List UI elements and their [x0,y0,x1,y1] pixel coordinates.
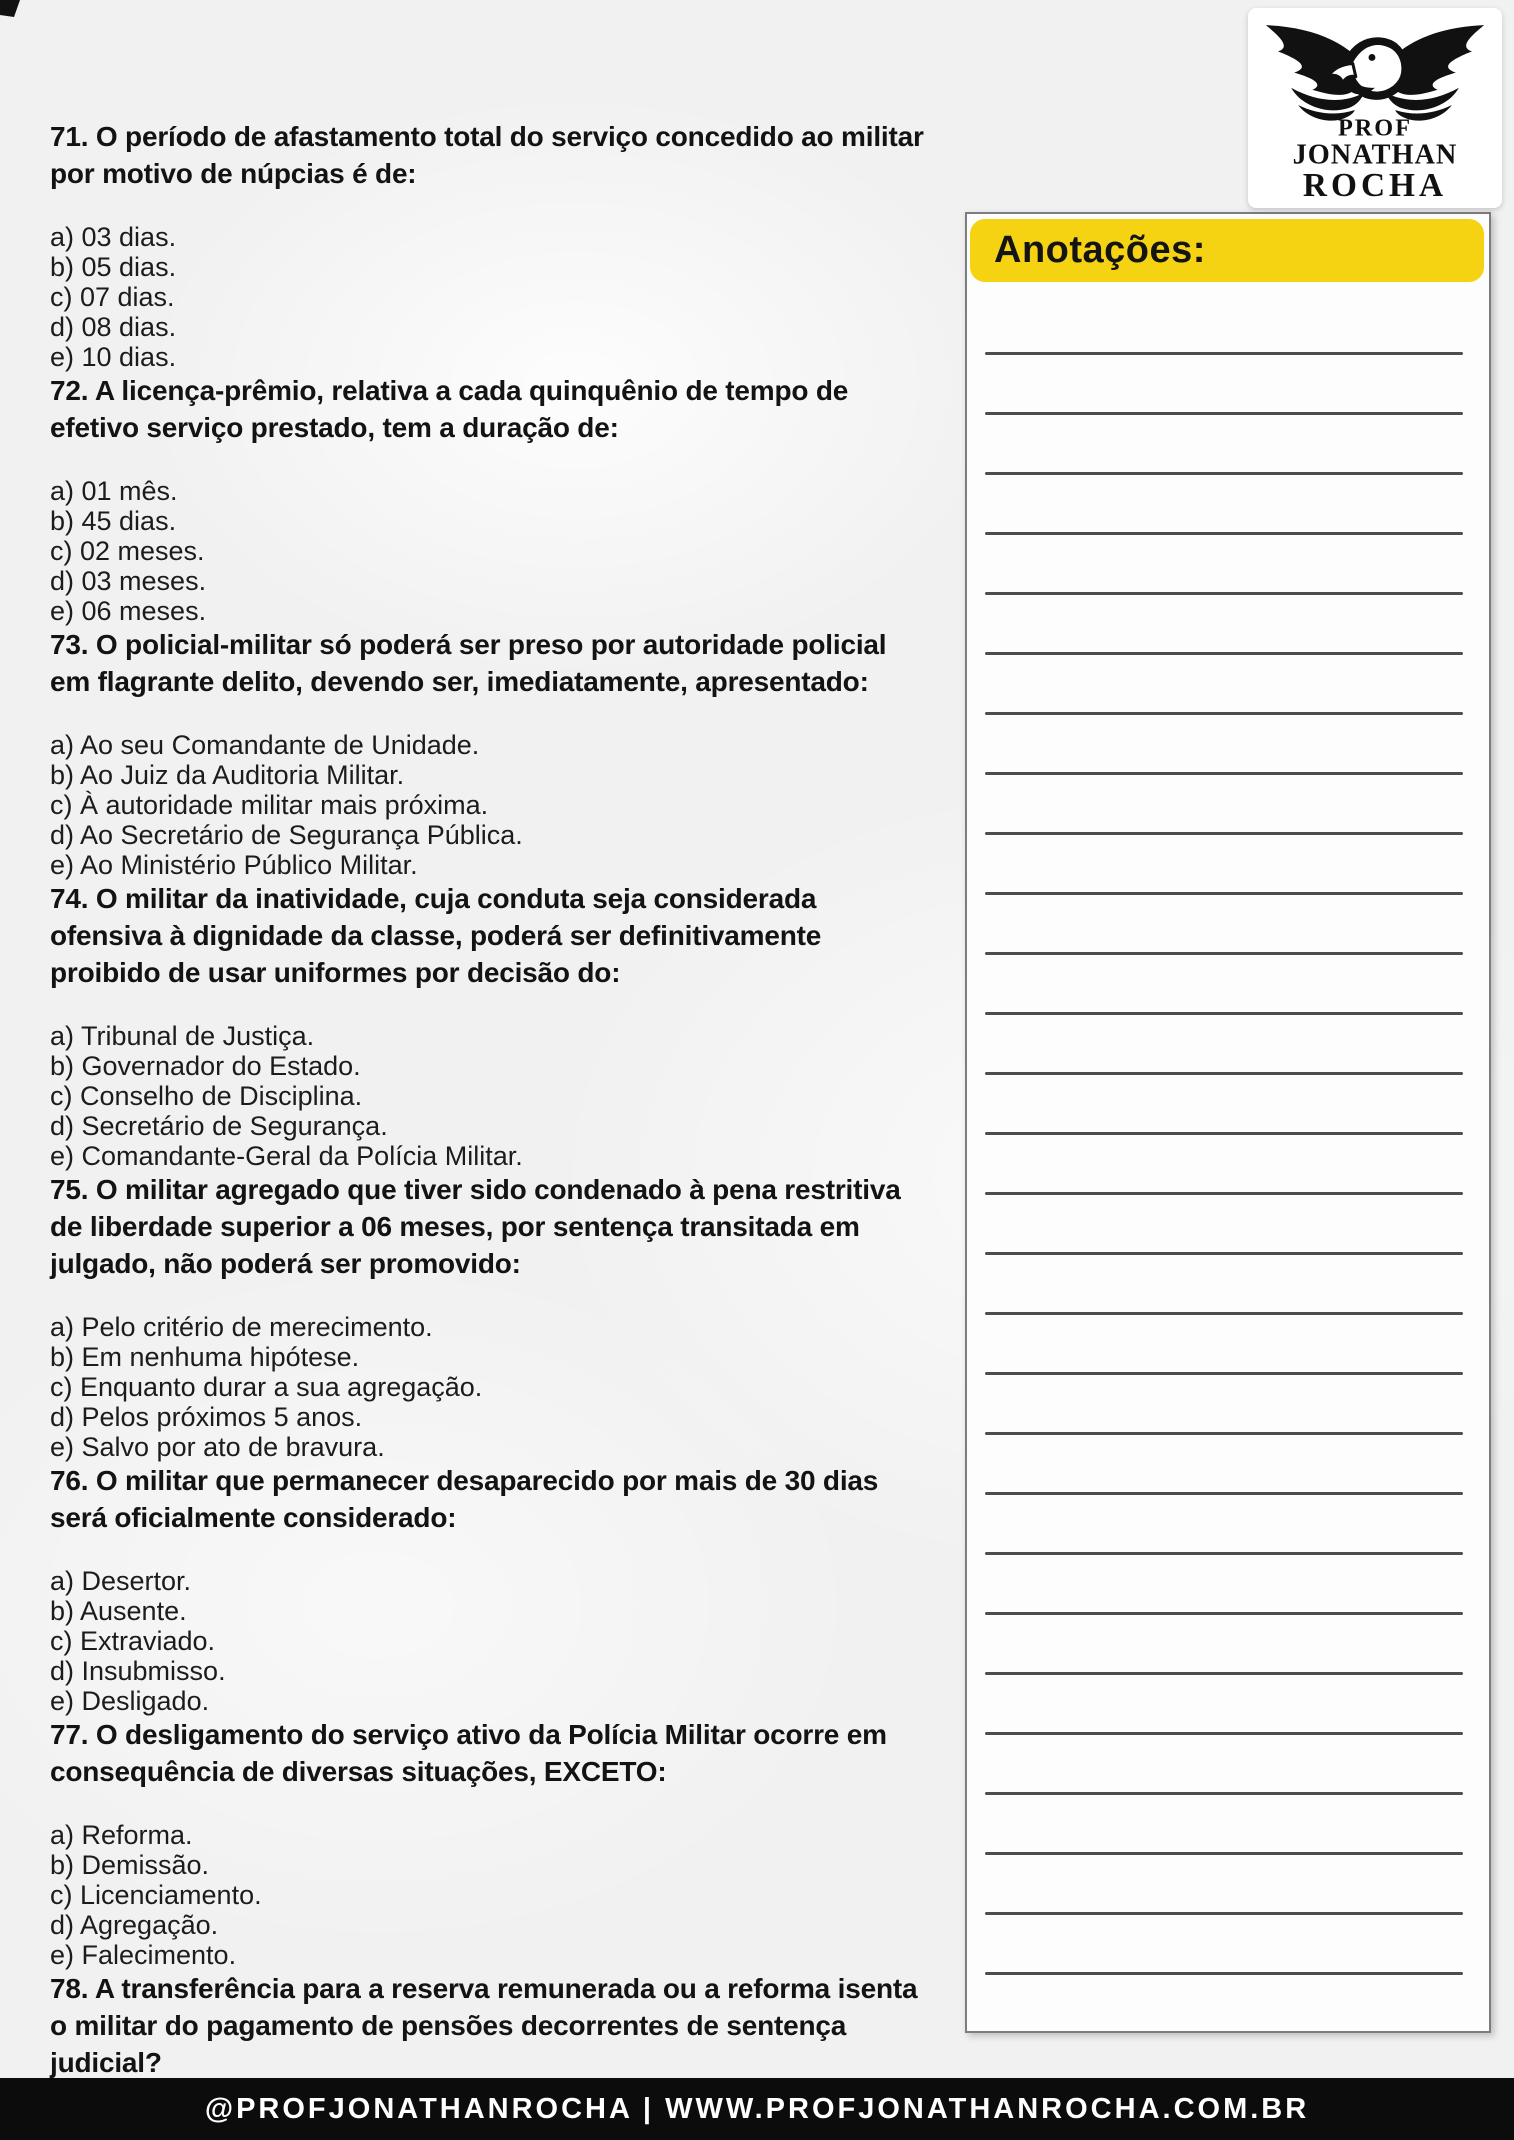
footer-bar [0,2078,1514,2140]
ruled-line [985,1132,1463,1135]
question-option: e) Desligado. [50,1686,210,1716]
question-option: b) Ao Juiz da Auditoria Militar. [50,760,405,790]
ruled-line [985,1672,1463,1675]
question-option: b) Ausente. [50,1596,187,1626]
ruled-line [985,1012,1463,1015]
ruled-line [985,1912,1463,1915]
question-heading: 72. A licença-prêmio, relativa a cada quinquênio de tempo de efetivo serviço prestado, tem a duração de: [50,375,849,443]
question-option: a) Desertor. [50,1566,192,1596]
question-block [50,1970,1010,2081]
question-option: e) Comandante-Geral da Polícia Militar. [50,1141,523,1171]
ruled-line [985,1792,1463,1795]
eagle-icon [1252,12,1498,204]
question-heading: 71. O período de afastamento total do serviço concedido ao militar por motivo de núpcias é de: [50,121,924,189]
question-heading: 76. O militar que permanecer desaparecido por mais de 30 dias será oficialmente considerado: [50,1465,879,1533]
ruled-line [985,772,1463,775]
ruled-line [985,1192,1463,1195]
question-option: c) Extraviado. [50,1626,216,1656]
ruled-line [985,712,1463,715]
question-options [50,730,1010,880]
ruled-line [985,1432,1463,1435]
ruled-line [985,352,1463,355]
ruled-line [985,652,1463,655]
question-option: d) 08 dias. [50,312,177,342]
annotations-header [970,219,1484,282]
question-option: d) Insubmisso. [50,1656,226,1686]
ruled-line [985,1492,1463,1495]
question-options [50,222,1010,372]
question-option: d) Pelos próximos 5 anos. [50,1402,363,1432]
question-option: e) Salvo por ato de bravura. [50,1432,385,1462]
ruled-line [985,1852,1463,1855]
question-option: a) 01 mês. [50,476,178,506]
question-heading: 77. O desligamento do serviço ativo da Polícia Militar ocorre em consequência de diversas situações, EXCETO: [50,1719,887,1787]
ruled-line [985,412,1463,415]
question-option: b) Em nenhuma hipótese. [50,1342,360,1372]
question-options [50,1820,1010,1970]
ruled-line [985,472,1463,475]
ruled-line [985,1252,1463,1255]
question-heading: 78. A transferência para a reserva remunerada ou a reforma isenta o militar do pagamento de pensões decorrentes de sentença judicial? [50,1973,918,2078]
question-option: a) Pelo critério de merecimento. [50,1312,433,1342]
question-block [50,372,1010,626]
question-option: b) Governador do Estado. [50,1051,361,1081]
ruled-line [985,1612,1463,1615]
logo-line-jonathan: JONATHAN [1292,139,1458,171]
ruled-line [985,892,1463,895]
question-options [50,1312,1010,1462]
question-option: d) Ao Secretário de Segurança Pública. [50,820,523,850]
question-option: c) Licenciamento. [50,1880,262,1910]
question-option: c) Enquanto durar a sua agregação. [50,1372,483,1402]
question-block [50,118,1010,372]
question-option: b) 45 dias. [50,506,177,536]
question-heading: 73. O policial-militar só poderá ser preso por autoridade policial em flagrante delito, devendo ser, imediatamente, apresentado: [50,629,887,697]
question-option: d) 03 meses. [50,566,207,596]
ruled-line [985,832,1463,835]
brand-logo [1248,8,1502,208]
page-corner-mark [0,0,20,17]
ruled-line [985,1072,1463,1075]
question-option: e) 10 dias. [50,342,177,372]
ruled-line [985,1552,1463,1555]
question-block [50,1171,1010,1462]
question-options [50,1566,1010,1716]
question-option: c) 07 dias. [50,282,175,312]
questions-column [50,118,1010,2081]
footer-text: @PROFJONATHANROCHA | WWW.PROFJONATHANROCHA.COM.BR [204,2092,1310,2125]
question-block [50,880,1010,1171]
question-option: b) 05 dias. [50,252,177,282]
question-option: c) À autoridade militar mais próxima. [50,790,489,820]
ruled-line [985,1732,1463,1735]
question-option: e) 06 meses. [50,596,207,626]
question-option: a) Reforma. [50,1820,193,1850]
question-block [50,1462,1010,1716]
ruled-line [985,532,1463,535]
question-block [50,1716,1010,1970]
ruled-line [985,1372,1463,1375]
ruled-line [985,1972,1463,1975]
question-option: d) Agregação. [50,1910,219,1940]
question-option: a) Ao seu Comandante de Unidade. [50,730,480,760]
question-option: e) Falecimento. [50,1940,237,1970]
logo-line-prof: PROF [1337,114,1413,142]
question-options [50,1021,1010,1171]
question-option: c) Conselho de Disciplina. [50,1081,363,1111]
ruled-line [985,592,1463,595]
question-heading: 75. O militar agregado que tiver sido condenado à pena restritiva de liberdade superior a 06 meses, por sentença transitada em julgado, não poderá ser promovido: [50,1174,901,1279]
question-heading: 74. O militar da inatividade, cuja conduta seja considerada ofensiva à dignidade da classe, poderá ser definitivamente proibido de usar uniformes por decisão do: [50,883,822,988]
annotations-title: Anotações: [994,229,1206,271]
question-option: b) Demissão. [50,1850,210,1880]
ruled-line [985,952,1463,955]
question-option: c) 02 meses. [50,536,205,566]
question-option: e) Ao Ministério Público Militar. [50,850,418,880]
question-option: a) Tribunal de Justiça. [50,1021,315,1051]
question-options [50,476,1010,626]
question-option: d) Secretário de Segurança. [50,1111,388,1141]
question-block [50,626,1010,880]
annotations-panel [965,212,1491,2033]
question-option: a) 03 dias. [50,222,177,252]
ruled-line [985,1312,1463,1315]
logo-line-rocha: ROCHA [1302,166,1448,204]
